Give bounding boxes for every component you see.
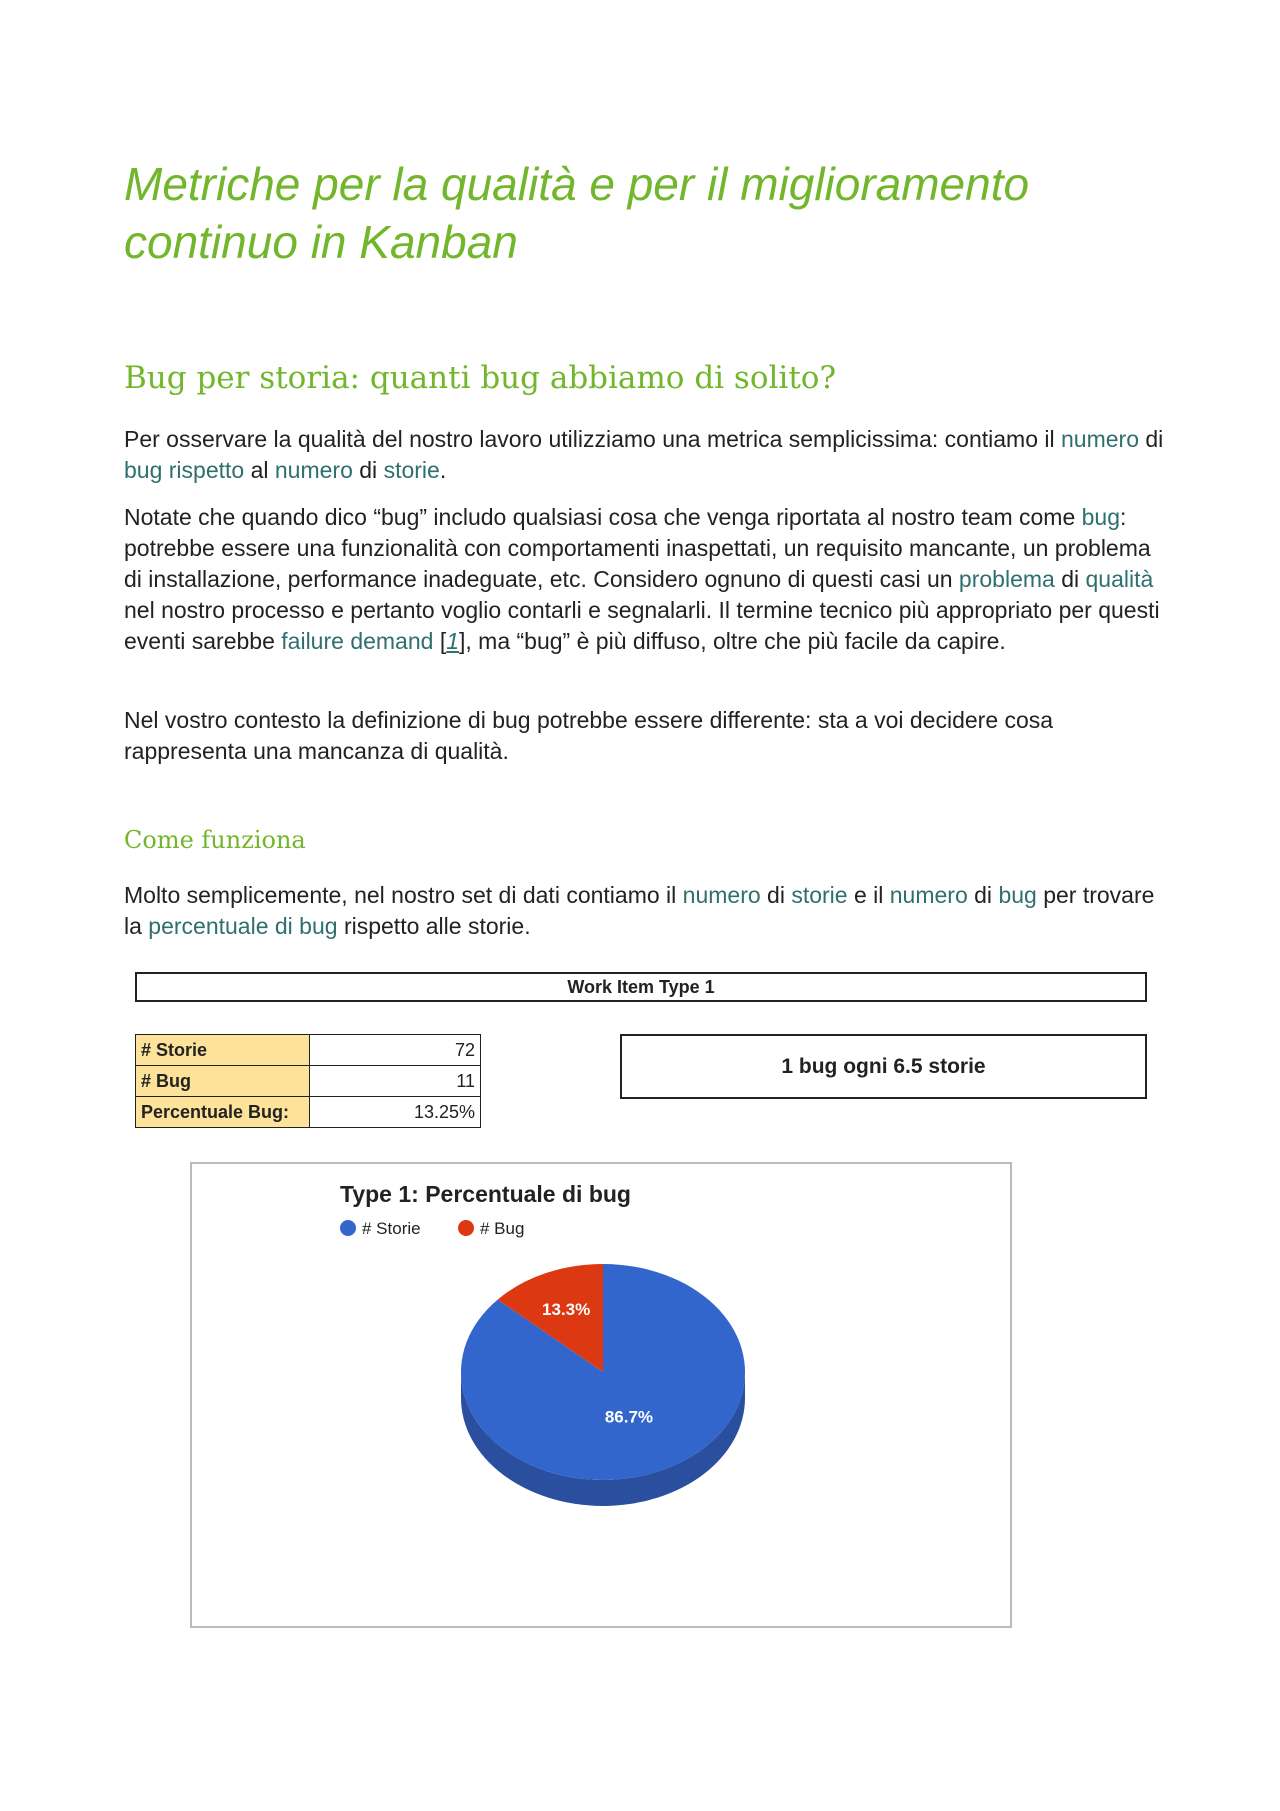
paragraph-bug-definition bbox=[124, 502, 1164, 657]
term-bug[interactable]: bug bbox=[1081, 504, 1120, 530]
term-problema[interactable]: problema bbox=[958, 566, 1055, 592]
term-storie[interactable]: storie bbox=[791, 882, 848, 908]
text-run: : potrebbe essere una funzionalità con comportamenti inaspettati, un requisito mancante, un problema di installazione, performance inadeguate, etc. Considero ognuno di questi casi un bbox=[124, 504, 1151, 592]
term-failure-demand[interactable]: failure demand bbox=[281, 628, 434, 654]
term-numero[interactable]: numero bbox=[889, 882, 968, 908]
text-run: . bbox=[439, 457, 447, 483]
table-row bbox=[136, 1035, 481, 1066]
stats-label-bug: # Bug bbox=[136, 1066, 310, 1097]
stats-label-percentuale: Percentuale Bug: bbox=[136, 1097, 310, 1128]
term-bug[interactable]: bug bbox=[998, 882, 1037, 908]
pie-data-label-storie: 86.7% bbox=[604, 1407, 654, 1427]
legend-label-bug: # Bug bbox=[480, 1219, 525, 1238]
stats-table bbox=[135, 1034, 481, 1128]
text-run: Molto semplicemente, nel nostro set di dati contiamo il bbox=[124, 882, 683, 908]
text-run: Per osservare la qualità del nostro lavoro utilizziamo una metrica semplicissima: contiamo il bbox=[124, 426, 1061, 452]
text-run: e il bbox=[847, 882, 890, 908]
stats-value-storie: 72 bbox=[310, 1035, 481, 1066]
bug-ratio-summary: 1 bug ogni 6.5 storie bbox=[620, 1034, 1147, 1099]
term-percentuale-di-bug[interactable]: percentuale di bug bbox=[148, 913, 338, 939]
stats-label-storie: # Storie bbox=[136, 1035, 310, 1066]
text-run: di bbox=[1138, 426, 1164, 452]
pie-chart-container bbox=[190, 1162, 1012, 1628]
legend-marker-storie bbox=[340, 1220, 356, 1236]
stats-value-bug: 11 bbox=[310, 1066, 481, 1097]
document-title: Metriche per la qualità e per il miglioramento continuo in Kanban bbox=[124, 158, 1030, 268]
text-run: di bbox=[1054, 566, 1086, 592]
term-bug-rispetto[interactable]: bug rispetto bbox=[124, 457, 245, 483]
table-row bbox=[136, 1097, 481, 1128]
legend-label-storie: # Storie bbox=[362, 1219, 421, 1238]
legend-marker-bug bbox=[458, 1220, 474, 1236]
term-numero[interactable]: numero bbox=[1061, 426, 1139, 452]
pie-chart bbox=[192, 1164, 1014, 1630]
stats-value-percentuale: 13.25% bbox=[310, 1097, 481, 1128]
chart-title: Type 1: Percentuale di bug bbox=[340, 1181, 631, 1207]
text-run: nel nostro processo e pertanto voglio contarli e segnalarli. Il termine tecnico più appropriato per questi eventi sarebbe bbox=[124, 597, 1160, 654]
section-heading: Bug per storia: quanti bug abbiamo di solito? bbox=[124, 360, 837, 396]
subheading-come-funziona: Come funziona bbox=[124, 826, 306, 854]
table-row bbox=[136, 1066, 481, 1097]
text-run: di bbox=[352, 457, 384, 483]
text-run: [ bbox=[433, 628, 447, 654]
term-numero[interactable]: numero bbox=[682, 882, 761, 908]
paragraph-context: Nel vostro contesto la definizione di bug potrebbe essere differente: sta a voi decidere cosa rappresenta una mancanza di qualità. bbox=[124, 707, 1054, 764]
text-run: di bbox=[760, 882, 792, 908]
text-run: Notate che quando dico “bug” includo qualsiasi cosa che venga riportata al nostro team come bbox=[124, 504, 1082, 530]
term-storie[interactable]: storie bbox=[383, 457, 440, 483]
text-run: di bbox=[967, 882, 999, 908]
footnote-reference-link[interactable]: 1 bbox=[446, 628, 460, 654]
paragraph-intro bbox=[124, 424, 1164, 486]
paragraph-how-it-works bbox=[124, 880, 1164, 942]
text-run: rispetto alle storie. bbox=[337, 913, 531, 939]
term-numero[interactable]: numero bbox=[274, 457, 353, 483]
work-item-type-header: Work Item Type 1 bbox=[135, 972, 1147, 1002]
text-run: ], ma “bug” è più diffuso, oltre che più facile da capire. bbox=[459, 628, 1006, 654]
text-run: al bbox=[244, 457, 275, 483]
pie-data-label-bug: 13.3% bbox=[542, 1299, 591, 1319]
term-qualita[interactable]: qualità bbox=[1085, 566, 1154, 592]
text-run: per trovare la bbox=[124, 882, 1155, 939]
